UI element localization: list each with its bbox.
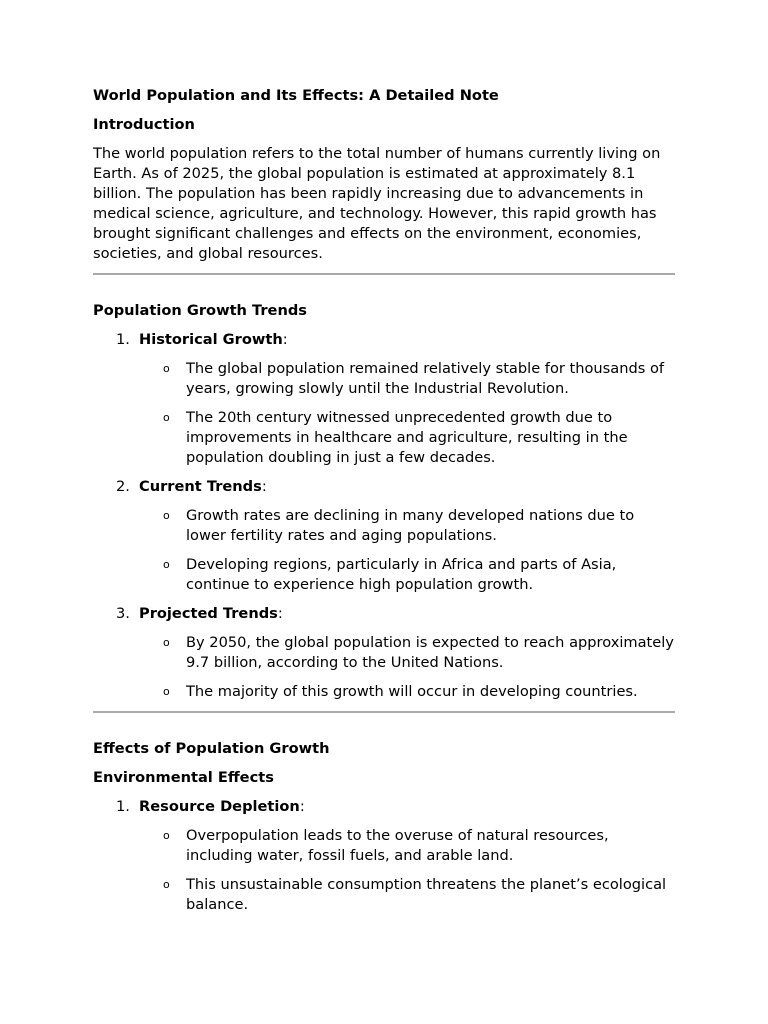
bullet-text: This unsustainable consumption threatens the planet’s ecological balance. (186, 876, 667, 913)
list-item-label: Projected Trends (139, 605, 278, 622)
effect-item-resource-depletion (93, 797, 675, 915)
list-item-label: Current Trends (139, 478, 262, 495)
bullet-text: The 20th century witnessed unprecedented growth due to improvements in healthcare and agriculture, resulting in the population doubling in just a few decades. (186, 409, 628, 466)
trend-item-historical (93, 330, 675, 468)
bullet-text: Overpopulation leads to the overuse of natural resources, including water, fossil fuels, and arable land. (186, 827, 609, 864)
trends-heading: Population Growth Trends (93, 302, 307, 319)
bullet-circle-icon: o (163, 685, 170, 698)
sub-list (139, 506, 675, 595)
list-number: 3. (116, 605, 130, 622)
intro-heading: Introduction (93, 116, 195, 133)
bullet-circle-icon: o (163, 558, 170, 571)
list-item-label: Resource Depletion (139, 798, 300, 815)
list-item (139, 359, 675, 399)
document-title: World Population and Its Effects: A Detailed Note (93, 87, 499, 104)
bullet-text: The majority of this growth will occur in developing countries. (186, 683, 638, 700)
effects-list (93, 797, 675, 915)
bullet-text: By 2050, the global population is expected to reach approximately 9.7 billion, according to the United Nations. (186, 634, 674, 671)
list-item (139, 555, 675, 595)
label-colon: : (282, 331, 288, 348)
sub-list (139, 826, 675, 915)
horizontal-rule (93, 711, 675, 713)
bullet-circle-icon: o (163, 362, 170, 375)
sub-list (139, 359, 675, 468)
trend-item-projected (93, 604, 675, 702)
bullet-circle-icon: o (163, 509, 170, 522)
bullet-circle-icon: o (163, 411, 170, 424)
bullet-circle-icon: o (163, 878, 170, 891)
bullet-text: Growth rates are declining in many developed nations due to lower fertility rates and aging populations. (186, 507, 635, 544)
environmental-effects-heading: Environmental Effects (93, 769, 274, 786)
list-item (139, 682, 675, 702)
bullet-text: The global population remained relatively stable for thousands of years, growing slowly until the Industrial Revolution. (186, 360, 665, 397)
sub-list (139, 633, 675, 702)
list-item (139, 875, 675, 915)
list-number: 1. (116, 798, 130, 815)
label-colon: : (261, 478, 267, 495)
list-item (139, 826, 675, 866)
trends-list (93, 330, 675, 702)
label-colon: : (277, 605, 283, 622)
intro-paragraph: The world population refers to the total number of humans currently living on Earth. As of 2025, the global population is estimated at approximately 8.1 billion. The population has been rapidly increasing due to advancements in medical science, agriculture, and technology. However, this rapid growth has brought significant challenges and effects on the environment, economies, societies, and global resources. (93, 145, 661, 262)
document-page (93, 86, 675, 915)
list-number: 1. (116, 331, 130, 348)
list-item (139, 408, 675, 468)
bullet-text: Developing regions, particularly in Africa and parts of Asia, continue to experience high population growth. (186, 556, 617, 593)
bullet-circle-icon: o (163, 829, 170, 842)
bullet-circle-icon: o (163, 636, 170, 649)
list-item-label: Historical Growth (139, 331, 283, 348)
label-colon: : (299, 798, 305, 815)
effects-heading: Effects of Population Growth (93, 740, 330, 757)
list-number: 2. (116, 478, 130, 495)
trend-item-current (93, 477, 675, 595)
list-item (139, 633, 675, 673)
list-item (139, 506, 675, 546)
horizontal-rule (93, 273, 675, 275)
